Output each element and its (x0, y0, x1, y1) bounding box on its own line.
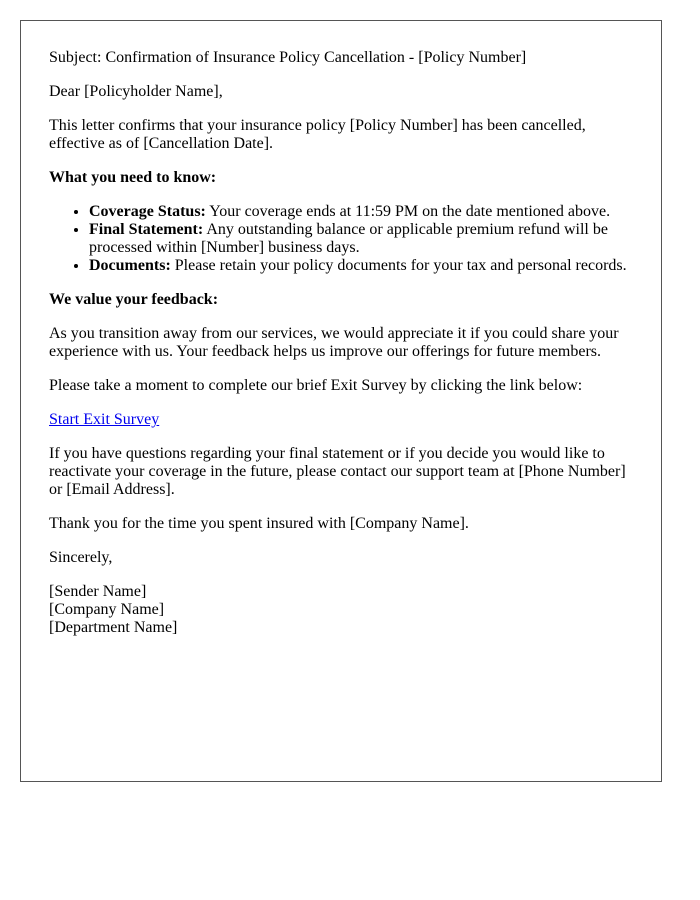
intro-paragraph: This letter confirms that your insurance policy [Policy Number] has been cancelled, effective as of [Cancellation Date]. (49, 117, 586, 152)
know-heading-text: What you need to know: (49, 169, 217, 186)
list-item-label: Coverage Status: (89, 203, 206, 220)
closing: Sincerely, (49, 549, 113, 566)
letter (20, 20, 662, 782)
survey-prompt: Please take a moment to complete our brief Exit Survey by clicking the link below: (49, 377, 583, 394)
signature-block (49, 583, 633, 637)
subject-line: Subject: Confirmation of Insurance Policy Cancellation - [Policy Number] (49, 49, 527, 66)
know-list (49, 203, 633, 275)
list-item-text: Any outstanding balance or applicable premium refund will be processed within [Number] business days. (89, 221, 608, 256)
list-item (89, 257, 633, 275)
exit-survey-link[interactable]: Start Exit Survey (49, 411, 160, 428)
feedback-heading (49, 291, 633, 309)
sender-name: [Sender Name] (49, 583, 147, 600)
list-item-text: Your coverage ends at 11:59 PM on the date mentioned above. (205, 203, 611, 220)
feedback-paragraph: As you transition away from our services, we would appreciate it if you could share your experience with us. Your feedback helps us improve our offerings for future members. (49, 325, 619, 360)
thanks-paragraph: Thank you for the time you spent insured with [Company Name]. (49, 515, 469, 532)
survey-link-paragraph (49, 411, 633, 429)
company-name: [Company Name] (49, 601, 165, 618)
contact-paragraph: If you have questions regarding your final statement or if you decide you would like to reactivate your coverage in the future, please contact our support team at [Phone Number] or [Email Address]. (49, 445, 626, 498)
list-item (89, 203, 633, 221)
know-heading (49, 169, 633, 187)
department-name: [Department Name] (49, 619, 178, 636)
list-item-label: Final Statement: (89, 221, 204, 238)
list-item-label: Documents: (89, 257, 171, 274)
list-item (89, 221, 633, 257)
list-item-text: Please retain your policy documents for your tax and personal records. (170, 257, 627, 274)
greeting: Dear [Policyholder Name], (49, 83, 223, 100)
feedback-heading-text: We value your feedback: (49, 291, 219, 308)
